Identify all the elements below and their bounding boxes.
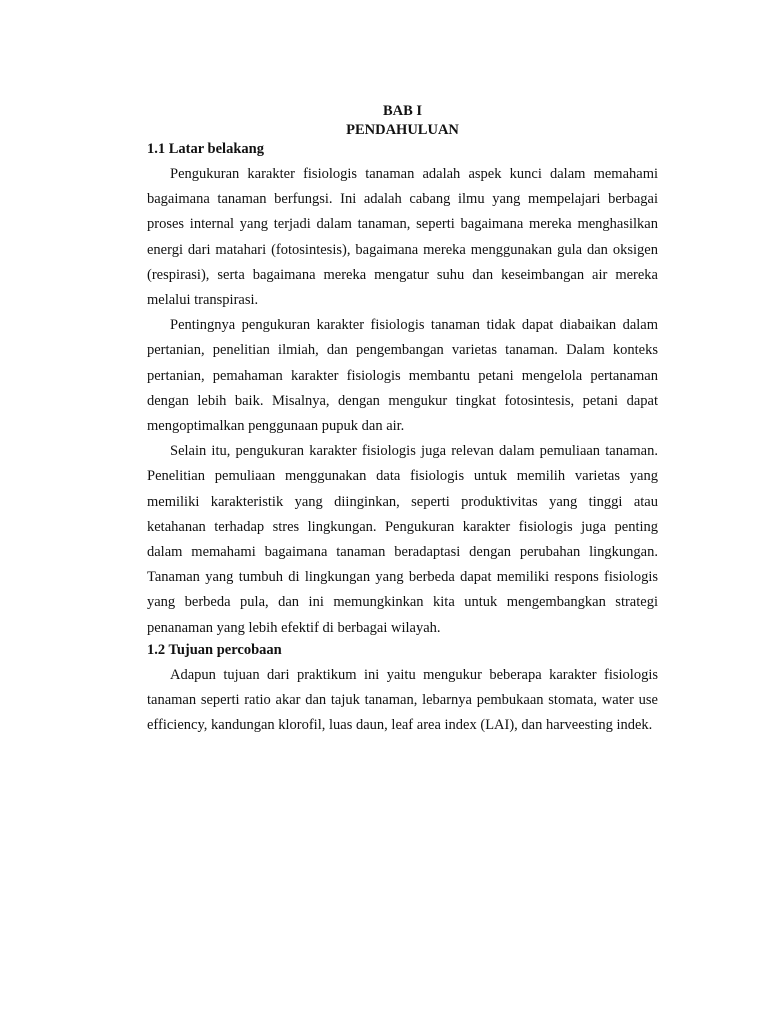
chapter-number: BAB I	[382, 103, 423, 119]
paragraph: Pentingnya pengukuran karakter fisiologis tanaman tidak dapat diabaikan dalam pertanian, penelitian ilmiah, dan pengembangan varietas tanaman. Dalam konteks pertanian, pemahaman karakter fisiologis membantu petani mengelola pertanaman dengan lebih baik. Misalnya, dengan mengukur tingkat fotosintesis, petani dapat mengoptimalkan penggunaan pupuk dan air.	[147, 317, 658, 435]
section-heading: 1.2 Tujuan percobaan	[147, 641, 282, 658]
page-content	[147, 102, 658, 738]
section-heading: 1.1 Latar belakang	[147, 141, 264, 157]
section-latar-belakang	[147, 140, 658, 641]
paragraph: Adapun tujuan dari praktikum ini yaitu mengukur beberapa karakter fisiologis tanaman seperti ratio akar dan tajuk tanaman, lebarnya pembukaan stomata, water use efficiency, kandungan klorofil, luas daun, leaf area index (LAI), dan harveesting indek.	[147, 666, 658, 734]
paragraph: Selain itu, pengukuran karakter fisiologis juga relevan dalam pemuliaan tanaman. Penelitian pemuliaan menggunakan data fisiologis untuk memilih varietas yang memiliki karakteristik yang diinginkan, seperti produktivitas yang tinggi atau ketahanan terhadap stres lingkungan. Pengukuran karakter fisiologis juga penting dalam memahami bagaimana tanaman beradaptasi dengan perubahan lingkungan. Tanaman yang tumbuh di lingkungan yang berbeda dapat memiliki respons fisiologis yang berbeda pula, dan ini memungkinkan kita untuk mengembangkan strategi penanaman yang lebih efektif di berbagai wilayah.	[147, 443, 658, 636]
paragraph: Pengukuran karakter fisiologis tanaman adalah aspek kunci dalam memahami bagaimana tanaman berfungsi. Ini adalah cabang ilmu yang mempelajari berbagai proses internal yang terjadi dalam tanaman, seperti bagaimana mereka menghasilkan energi dari matahari (fotosintesis), bagaimana mereka menggunakan gula dan oksigen (respirasi), serta bagaimana mereka mengatur suhu dan keseimbangan air mereka melalui transpirasi.	[147, 166, 658, 309]
chapter-title: PENDAHULUAN	[346, 122, 459, 138]
section-tujuan-percobaan	[147, 641, 658, 739]
